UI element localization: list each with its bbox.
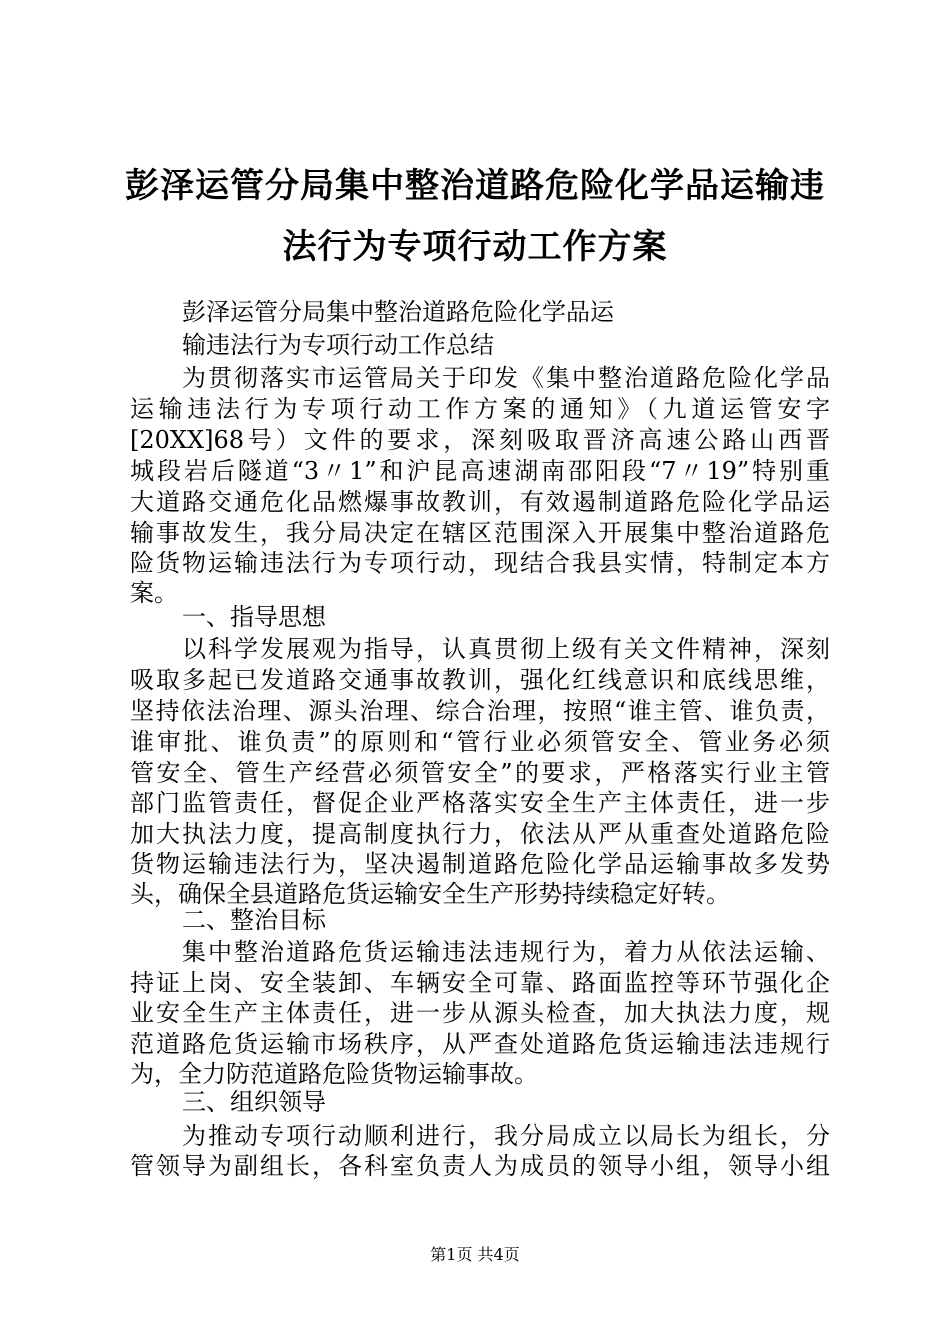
body-line: 货物运输违法行为，坚决遏制道路危险化学品运输事故多发势 bbox=[130, 850, 830, 878]
document-title-line-1: 彭泽运管分局集中整治道路危险化学品运输违 bbox=[125, 166, 825, 206]
body-line: 彭泽运管分局集中整治道路危险化学品运 bbox=[182, 298, 614, 326]
section-heading: 一、指导思想 bbox=[182, 603, 326, 631]
body-line: 以科学发展观为指导，认真贯彻上级有关文件精神，深刻 bbox=[182, 635, 830, 663]
document-title-line-2: 法行为专项行动工作方案 bbox=[282, 227, 668, 267]
body-line: 谁审批、谁负责”的原则和“管行业必须管安全、管业务必须 bbox=[130, 728, 830, 756]
body-line: 坚持依法治理、源头治理、综合治理，按照“谁主管、谁负责， bbox=[130, 697, 830, 725]
body-line: 输事故发生，我分局决定在辖区范围深入开展集中整治道路危 bbox=[130, 519, 830, 547]
body-line: 业安全生产主体责任，进一步从源头检查，加大执法力度，规 bbox=[130, 999, 830, 1027]
body-line: [20XX]68号）文件的要求，深刻吸取晋济高速公路山西晋 bbox=[130, 426, 830, 454]
body-line: 输违法行为专项行动工作总结 bbox=[182, 331, 494, 359]
body-line: 部门监管责任，督促企业严格落实安全生产主体责任，进一步 bbox=[130, 789, 830, 817]
body-line: 为，全力防范道路危险货物运输事故。 bbox=[130, 1060, 538, 1088]
body-line: 管安全、管生产经营必须管安全”的要求，严格落实行业主管 bbox=[130, 759, 830, 787]
body-line: 吸取多起已发道路交通事故教训，强化红线意识和底线思维， bbox=[130, 666, 830, 694]
page-number-footer: 第1页 共4页 bbox=[430, 1245, 520, 1264]
body-line: 范道路危货运输市场秩序，从严查处道路危货运输违法违规行 bbox=[130, 1030, 830, 1058]
body-line: 持证上岗、安全装卸、车辆安全可靠、路面监控等环节强化企 bbox=[130, 969, 830, 997]
body-line: 管领导为副组长，各科室负责人为成员的领导小组，领导小组 bbox=[130, 1152, 830, 1180]
section-heading: 三、组织领导 bbox=[182, 1088, 326, 1116]
body-line: 险货物运输违法行为专项行动，现结合我县实情，特制定本方 bbox=[130, 549, 830, 577]
body-line: 集中整治道路危货运输违法违规行为，着力从依法运输、 bbox=[182, 938, 830, 966]
body-line: 为贯彻落实市运管局关于印发《集中整治道路危险化学品 bbox=[182, 364, 830, 392]
body-line: 城段岩后隧道“3〃1”和沪昆高速湖南邵阳段“7〃19”特别重 bbox=[130, 457, 830, 485]
body-line: 案。 bbox=[130, 579, 178, 607]
body-line: 加大执法力度，提高制度执行力，依法从严从重查处道路危险 bbox=[130, 820, 830, 848]
body-line: 为推动专项行动顺利进行，我分局成立以局长为组长，分 bbox=[182, 1122, 830, 1150]
body-line: 大道路交通危化品燃爆事故教训，有效遏制道路危险化学品运 bbox=[130, 488, 830, 516]
section-heading: 二、整治目标 bbox=[182, 906, 326, 934]
body-line: 运输违法行为专项行动工作方案的通知》（九道运管安字 bbox=[130, 395, 830, 423]
body-line: 头，确保全县道路危货运输安全生产形势持续稳定好转。 bbox=[130, 880, 730, 908]
